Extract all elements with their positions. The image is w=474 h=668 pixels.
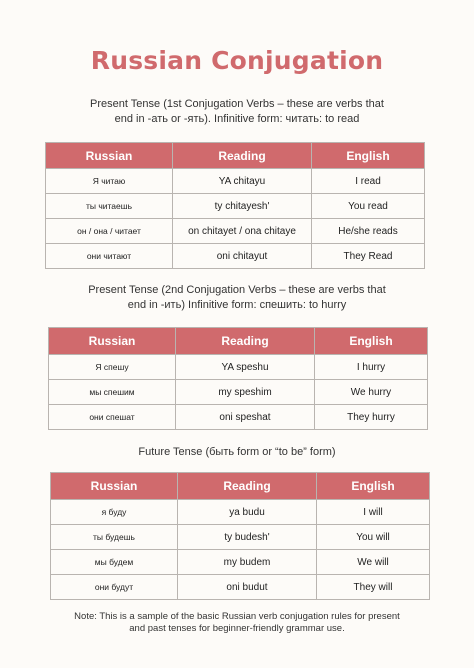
footnote — [40, 611, 434, 635]
table-header-row — [46, 143, 425, 169]
cell-english: We hurry — [315, 380, 428, 405]
cell-russian: они будут — [51, 575, 178, 600]
cell-reading: ty chitayesh' — [173, 194, 312, 219]
cell-english: You will — [317, 525, 430, 550]
cell-english: They will — [317, 575, 430, 600]
intro-line: end in -ить) Infinitive form: спешить: to hurry — [127, 299, 347, 311]
cell-reading: YA speshu — [176, 355, 315, 380]
section-2-intro — [40, 283, 434, 313]
cell-reading: oni speshat — [176, 405, 315, 430]
column-header-reading: Reading — [173, 143, 312, 169]
page-title: Russian Conjugation — [90, 46, 384, 75]
intro-line: Future Tense (быть form or “to be” form) — [138, 446, 336, 458]
table-row — [51, 500, 430, 525]
table-row — [51, 525, 430, 550]
cell-russian: мы будем — [51, 550, 178, 575]
cell-english: They hurry — [315, 405, 428, 430]
column-header-english: English — [317, 473, 430, 500]
present-tense-2nd-table — [48, 327, 428, 430]
cell-english: He/she reads — [312, 219, 425, 244]
cell-english: They Read — [312, 244, 425, 269]
table-row — [46, 219, 425, 244]
note-line: Note: This is a sample of the basic Russian verb conjugation rules for present — [74, 611, 400, 622]
cell-english: We will — [317, 550, 430, 575]
cell-russian: он / она / читает — [46, 219, 173, 244]
cell-russian: Я читаю — [46, 169, 173, 194]
column-header-reading: Reading — [178, 473, 317, 500]
cell-reading: ya budu — [178, 500, 317, 525]
cell-reading: oni chitayut — [173, 244, 312, 269]
cell-reading: ty budesh' — [178, 525, 317, 550]
section-1-intro — [40, 97, 434, 127]
column-header-english: English — [315, 328, 428, 355]
cell-english: I hurry — [315, 355, 428, 380]
column-header-russian: Russian — [49, 328, 176, 355]
cell-english: I will — [317, 500, 430, 525]
cell-reading: on chitayet / ona chitaye — [173, 219, 312, 244]
column-header-russian: Russian — [46, 143, 173, 169]
cell-reading: my budem — [178, 550, 317, 575]
cell-reading: YA chitayu — [173, 169, 312, 194]
column-header-russian: Russian — [51, 473, 178, 500]
table-header-row — [49, 328, 428, 355]
table-row — [46, 169, 425, 194]
cell-russian: они спешат — [49, 405, 176, 430]
section-3-intro — [40, 445, 434, 460]
cell-russian: Я спешу — [49, 355, 176, 380]
cell-english: I read — [312, 169, 425, 194]
cell-russian: ты читаешь — [46, 194, 173, 219]
table-row — [46, 244, 425, 269]
table-row — [51, 550, 430, 575]
present-tense-1st-table — [45, 142, 425, 269]
cell-russian: они читают — [46, 244, 173, 269]
cell-english: You read — [312, 194, 425, 219]
table-row — [49, 355, 428, 380]
note-line: and past tenses for beginner-friendly grammar use. — [129, 623, 345, 634]
intro-line: Present Tense (2nd Conjugation Verbs – these are verbs that — [88, 284, 386, 296]
intro-line: Present Tense (1st Conjugation Verbs – these are verbs that — [90, 98, 384, 110]
table-row — [46, 194, 425, 219]
column-header-english: English — [312, 143, 425, 169]
cell-reading: my speshim — [176, 380, 315, 405]
table-header-row — [51, 473, 430, 500]
future-tense-table — [50, 472, 430, 600]
column-header-reading: Reading — [176, 328, 315, 355]
cell-russian: мы спешим — [49, 380, 176, 405]
cell-russian: я буду — [51, 500, 178, 525]
table-row — [49, 380, 428, 405]
cell-russian: ты будешь — [51, 525, 178, 550]
table-row — [49, 405, 428, 430]
intro-line: end in -ать or -ять). Infinitive form: читать: to read — [114, 113, 360, 125]
cell-reading: oni budut — [178, 575, 317, 600]
table-row — [51, 575, 430, 600]
